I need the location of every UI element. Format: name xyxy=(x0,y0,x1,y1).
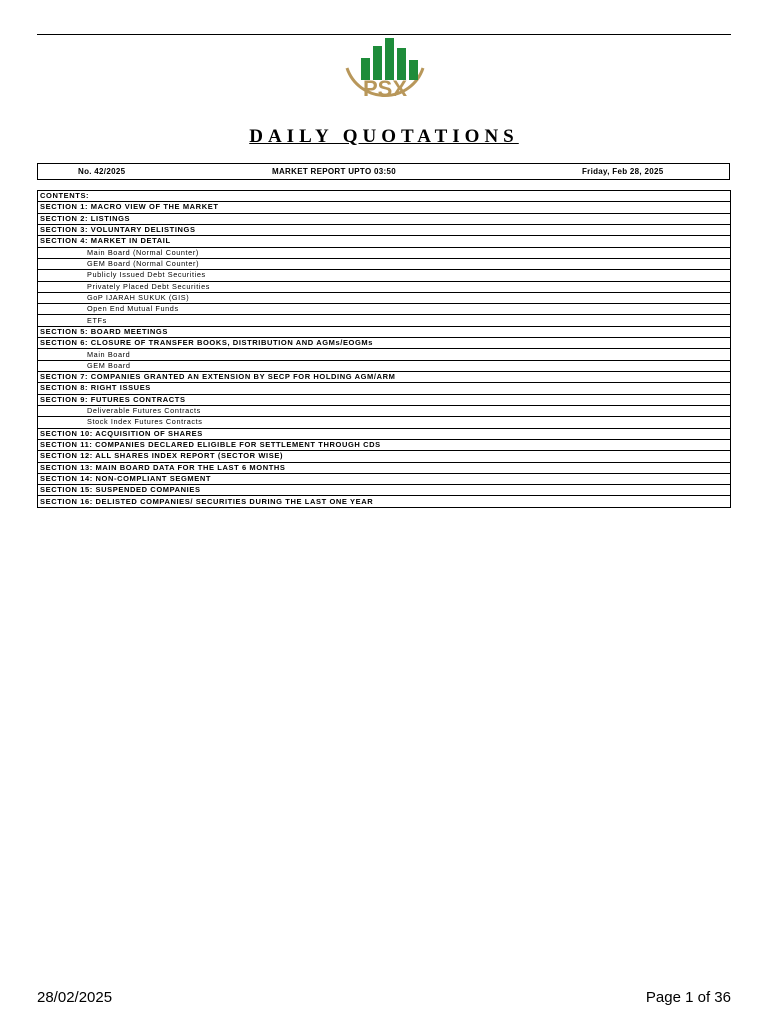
contents-section-row xyxy=(38,496,731,507)
contents-label: SECTION 7: COMPANIES GRANTED AN EXTENSION BY SECP FOR HOLDING AGM/ARM xyxy=(38,372,731,383)
contents-label: GEM Board xyxy=(38,360,731,371)
contents-section-row xyxy=(38,236,731,247)
contents-label: SECTION 10: ACQUISITION OF SHARES xyxy=(38,428,731,439)
contents-subitem xyxy=(38,258,731,269)
report-number: No. 42/2025 xyxy=(78,167,126,176)
contents-subitem xyxy=(38,349,731,360)
contents-section-row xyxy=(38,338,731,349)
contents-subitem xyxy=(38,360,731,371)
contents-label: CONTENTS: xyxy=(38,191,731,202)
contents-section-row xyxy=(38,473,731,484)
contents-label: SECTION 1: MACRO VIEW OF THE MARKET xyxy=(38,202,731,213)
contents-label: Stock Index Futures Contracts xyxy=(38,417,731,428)
contents-section-row xyxy=(38,224,731,235)
report-header xyxy=(37,163,730,180)
contents-label: SECTION 8: RIGHT ISSUES xyxy=(38,383,731,394)
contents-subitem xyxy=(38,304,731,315)
contents-section-row xyxy=(38,213,731,224)
page-title: DAILY QUOTATIONS xyxy=(249,126,519,147)
contents-label: SECTION 5: BOARD MEETINGS xyxy=(38,326,731,337)
contents-label: Open End Mutual Funds xyxy=(38,304,731,315)
contents-label: GEM Board (Normal Counter) xyxy=(38,258,731,269)
top-rule xyxy=(37,34,731,35)
contents-label: ETFs xyxy=(38,315,731,326)
contents-section-row xyxy=(38,439,731,450)
report-date: Friday, Feb 28, 2025 xyxy=(582,167,664,176)
contents-subitem xyxy=(38,247,731,258)
contents-label: Main Board xyxy=(38,349,731,360)
contents-label: SECTION 11: COMPANIES DECLARED ELIGIBLE FOR SETTLEMENT THROUGH CDS xyxy=(38,439,731,450)
contents-section-row xyxy=(38,394,731,405)
contents-section-row xyxy=(38,451,731,462)
report-time: MARKET REPORT UPTO 03:50 xyxy=(272,167,396,176)
contents-label: SECTION 14: NON-COMPLIANT SEGMENT xyxy=(38,473,731,484)
contents-label: Privately Placed Debt Securities xyxy=(38,281,731,292)
contents-section-row xyxy=(38,191,731,202)
contents-subitem xyxy=(38,270,731,281)
contents-section-row xyxy=(38,462,731,473)
contents-table xyxy=(37,190,731,508)
contents-section-row xyxy=(38,383,731,394)
contents-label: SECTION 15: SUSPENDED COMPANIES xyxy=(38,485,731,496)
psx-logo xyxy=(337,36,433,120)
contents-label: SECTION 2: LISTINGS xyxy=(38,213,731,224)
contents-section-row xyxy=(38,428,731,439)
contents-section-row xyxy=(38,326,731,337)
contents-label: Main Board (Normal Counter) xyxy=(38,247,731,258)
contents-section-row xyxy=(38,202,731,213)
logo-text: PSX xyxy=(362,76,408,101)
contents-label: SECTION 9: FUTURES CONTRACTS xyxy=(38,394,731,405)
contents-subitem xyxy=(38,417,731,428)
contents-subitem xyxy=(38,281,731,292)
contents-section-row xyxy=(38,485,731,496)
contents-label: SECTION 6: CLOSURE OF TRANSFER BOOKS, DISTRIBUTION AND AGMs/EOGMs xyxy=(38,338,731,349)
contents-label: Deliverable Futures Contracts xyxy=(38,405,731,416)
footer-page-number: Page 1 of 36 xyxy=(645,989,731,1006)
contents-label: SECTION 16: DELISTED COMPANIES/ SECURITIES DURING THE LAST ONE YEAR xyxy=(38,496,731,507)
contents-label: SECTION 3: VOLUNTARY DELISTINGS xyxy=(38,224,731,235)
contents-label: SECTION 13: MAIN BOARD DATA FOR THE LAST 6 MONTHS xyxy=(38,462,731,473)
contents-label: SECTION 12: ALL SHARES INDEX REPORT (SECTOR WISE) xyxy=(38,451,731,462)
contents-label: GoP IJARAH SUKUK (GIS) xyxy=(38,292,731,303)
contents-subitem xyxy=(38,292,731,303)
contents-label: Publicly Issued Debt Securities xyxy=(38,270,731,281)
contents-section-row xyxy=(38,372,731,383)
contents-subitem xyxy=(38,405,731,416)
contents-subitem xyxy=(38,315,731,326)
contents-label: SECTION 4: MARKET IN DETAIL xyxy=(38,236,731,247)
footer-date: 28/02/2025 xyxy=(37,989,113,1006)
